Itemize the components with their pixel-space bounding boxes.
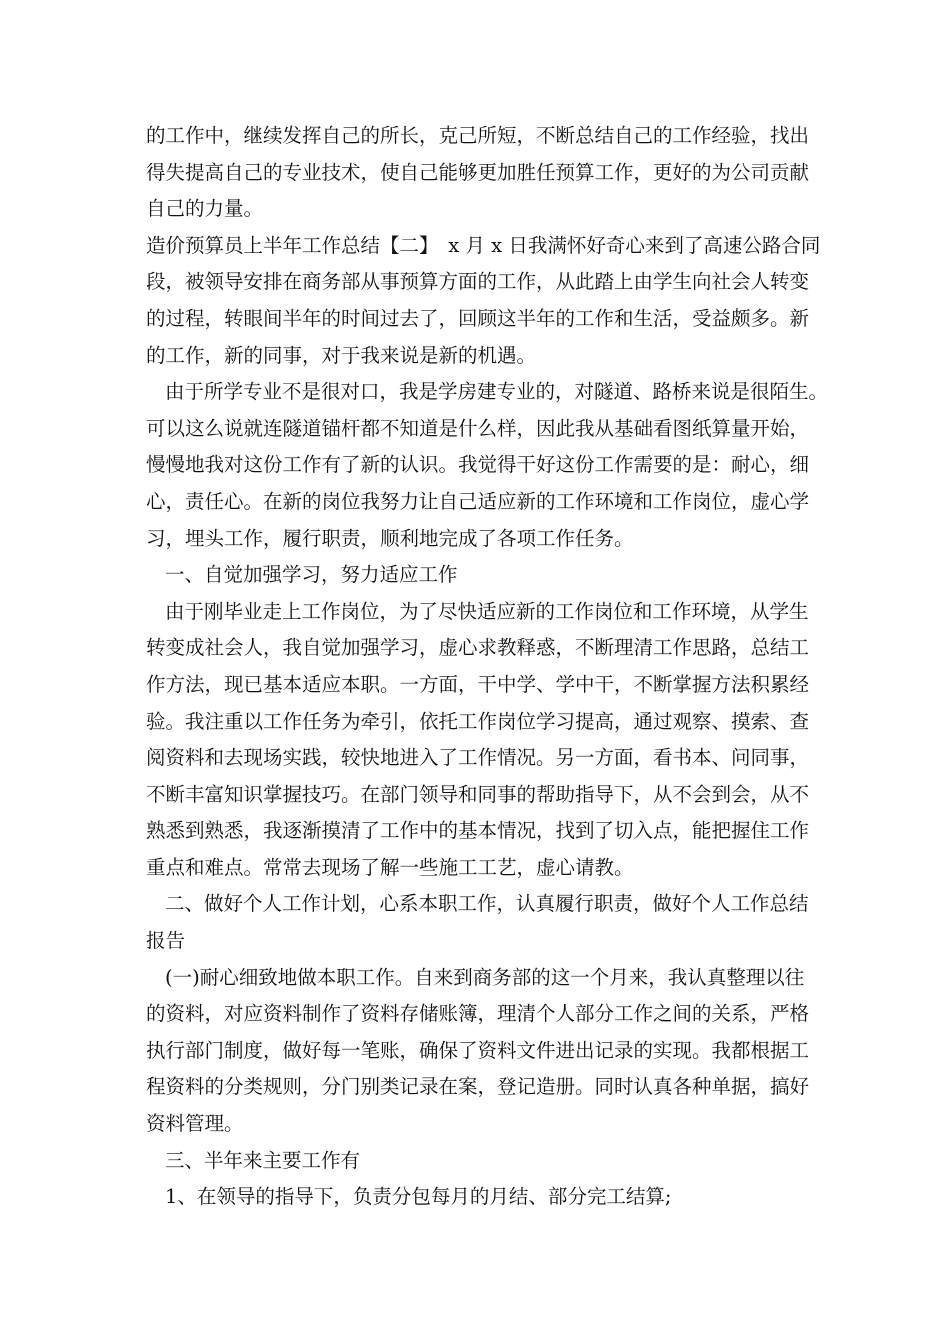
text-line: 作方法，现已基本适应本职。一方面，干中学、学中干，不断掌握方法积累经 [146,672,810,696]
text-line: 不断丰富知识掌握技巧。在部门领导和同事的帮助指导下，从不会到会，从不 [146,782,810,806]
text-line: 三、半年来主要工作有 [165,1148,361,1172]
text-line: 的工作，新的同事，对于我来说是新的机遇。 [146,343,537,367]
text-line: 验。我注重以工作任务为牵引，依托工作岗位学习提高，通过观察、摸索、查 [146,709,810,733]
text-line: 的资料，对应资料制作了资料存储账簿，理清个人部分工作之间的关系，严格 [146,1002,810,1026]
text-line: (一)耐心细致地做本职工作。自来到商务部的这一个月来，我认真整理以往 [165,965,805,989]
text-line: 的工作中，继续发挥自己的所长，克己所短，不断总结自己的工作经验，找出 [146,124,810,147]
text-line: 转变成社会人，我自觉加强学习，虚心求教释惑，不断理清工作思路，总结工 [146,636,810,660]
text-line: 心，责任心。在新的岗位我努力让自己适应新的工作环境和工作岗位，虚心学 [146,489,810,513]
text-line: 一、自觉加强学习，努力适应工作 [165,563,458,587]
text-line: 程资料的分类规则，分门别类记录在案，登记造册。同时认真各种单据，搞好 [146,1075,810,1099]
text-line: 1、在领导的指导下，负责分包每月的月结、部分完工结算; [165,1185,672,1209]
text-line: 习，埋头工作，履行职责，顺利地完成了各项工作任务。 [146,526,634,550]
text-line: 熟悉到熟悉，我逐渐摸清了工作中的基本情况，找到了切入点，能把握住工作 [146,819,810,843]
text-line: 由于刚毕业走上工作岗位，为了尽快适应新的工作岗位和工作环境，从学生 [165,599,809,623]
text-line: 的过程，转眼间半年的时间过去了，回顾这半年的工作和生活，受益颇多。新 [146,306,810,330]
text-line: 由于所学专业不是很对口，我是学房建专业的，对隧道、路桥来说是很陌生。 [165,380,829,404]
text-line: 资料管理。 [146,1112,244,1136]
document-body [146,118,829,1216]
text-line: 报告 [146,929,186,953]
text-line: 自己的力量。 [146,197,264,221]
text-line: 执行部门制度，做好每一笔账，确保了资料文件进出记录的实现。我都根据工 [146,1038,810,1062]
text-line: 慢慢地我对这份工作有了新的认识。我觉得干好这份工作需要的是：耐心，细 [146,453,810,477]
text-line: 阅资料和去现场实践，较快地进入了工作情况。另一方面，看书本、问同事， [146,746,810,770]
text-line: 段，被领导安排在商务部从事预算方面的工作，从此踏上由学生向社会人转变 [146,270,810,294]
text-line: 二、做好个人工作计划，心系本职工作，认真履行职责，做好个人工作总结 [165,892,809,916]
text-line: 得失提高自己的专业技术，使自己能够更加胜任预算工作，更好的为公司贡献 [146,160,810,184]
text-line: 造价预算员上半年工作总结【二】 x 月 x 日我满怀好奇心来到了高速公路合同 [146,233,821,257]
text-line: 可以这么说就连隧道锚杆都不知道是什么样，因此我从基础看图纸算量开始， [146,416,810,440]
text-line: 重点和难点。常常去现场了解一些施工工艺，虚心请教。 [146,855,634,879]
